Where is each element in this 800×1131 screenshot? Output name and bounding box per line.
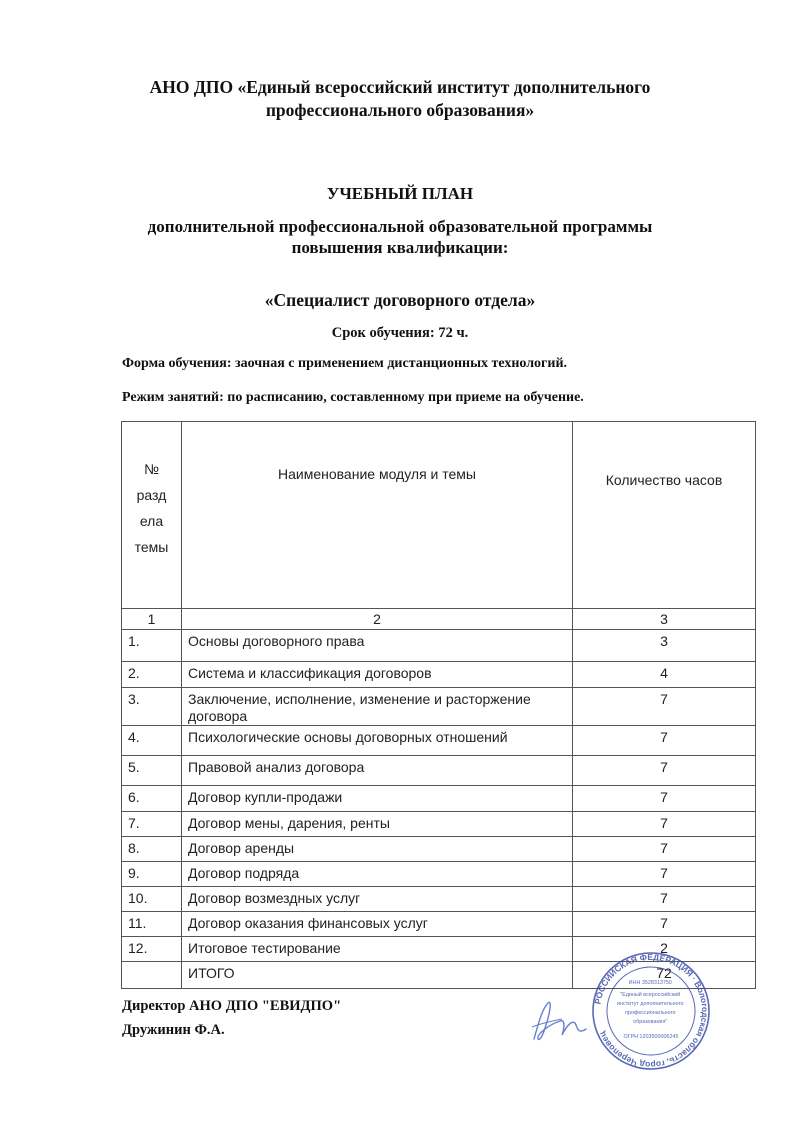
table-row	[122, 862, 756, 887]
stamp-line: институт дополнительного	[617, 1001, 684, 1007]
row-number: 8.	[122, 837, 182, 862]
row-hours: 3	[573, 630, 756, 662]
row-number: 2.	[122, 662, 182, 688]
row-number: 4.	[122, 726, 182, 756]
column-number: 2	[182, 609, 573, 630]
row-number: 9.	[122, 862, 182, 887]
row-topic: Заключение, исполнение, изменение и расторжение договора	[182, 688, 573, 726]
stamp-outer-text: РОССИЙСКАЯ ФЕДЕРАЦИЯ · Вологодская область, город Череповец	[592, 951, 711, 1071]
stamp-line: "Единый всероссийский	[620, 992, 681, 998]
column-number: 1	[122, 609, 182, 630]
stamp-line: профессионального	[625, 1010, 676, 1016]
organization-title	[0, 76, 800, 122]
total-hours: 72	[573, 962, 756, 989]
document-subtitle	[0, 216, 800, 258]
signature-block	[122, 994, 341, 1042]
table-row	[122, 756, 756, 786]
table-row	[122, 726, 756, 756]
official-stamp	[590, 950, 712, 1072]
row-hours: 2	[573, 937, 756, 962]
stamp-line: образования"	[633, 1019, 668, 1025]
header-module-name: Наименование модуля и темы	[182, 422, 573, 609]
program-name: «Специалист договорного отдела»	[264, 290, 536, 310]
duration-text: Срок обучения: 72 ч.	[331, 325, 469, 341]
row-hours: 7	[573, 812, 756, 837]
table-row	[122, 630, 756, 662]
row-hours: 7	[573, 887, 756, 912]
row-topic: Итоговое тестирование	[182, 937, 573, 962]
row-topic: Договор мены, дарения, ренты	[182, 812, 573, 837]
row-topic: Основы договорного права	[182, 630, 573, 662]
curriculum-table	[121, 421, 756, 989]
table-row	[122, 688, 756, 726]
document-title: УЧЕБНЫЙ ПЛАН	[326, 184, 474, 203]
study-mode-text: Режим занятий: по расписанию, составленному при приеме на обучение.	[122, 390, 584, 405]
table-row	[122, 662, 756, 688]
row-hours: 7	[573, 912, 756, 937]
row-number: 7.	[122, 812, 182, 837]
row-hours: 7	[573, 837, 756, 862]
stamp-ogrn: ОГРН 1203500006245	[623, 1034, 679, 1040]
table-row	[122, 887, 756, 912]
svg-text:ИНН 3528313750 "Единый в	[617, 980, 685, 1040]
row-topic: Система и классификация договоров	[182, 662, 573, 688]
subtitle-line2: повышения квалификации:	[291, 238, 509, 257]
row-hours: 7	[573, 726, 756, 756]
org-title-line1: АНО ДПО «Единый всероссийский институт дополнительного	[149, 77, 651, 97]
table-header-row	[122, 422, 756, 609]
handwritten-signature	[528, 995, 598, 1045]
signer-name: Дружинин Ф.А.	[122, 1022, 225, 1038]
row-topic: Договор аренды	[182, 837, 573, 862]
row-topic: Договор возмездных услуг	[182, 887, 573, 912]
header-hours: Количество часов	[573, 422, 756, 609]
table-row	[122, 837, 756, 862]
stamp-inn: ИНН 3528313750	[628, 980, 672, 986]
row-number: 5.	[122, 756, 182, 786]
table-row	[122, 912, 756, 937]
row-number: 12.	[122, 937, 182, 962]
row-topic: Психологические основы договорных отношений	[182, 726, 573, 756]
row-hours: 7	[573, 786, 756, 812]
row-topic: Договор оказания финансовых услуг	[182, 912, 573, 937]
row-hours: 7	[573, 756, 756, 786]
row-hours: 4	[573, 662, 756, 688]
table-row	[122, 786, 756, 812]
table-row	[122, 812, 756, 837]
row-hours: 7	[573, 688, 756, 726]
column-numbering-row	[122, 609, 756, 630]
row-number: 10.	[122, 887, 182, 912]
header-section-number: № разд ела темы	[122, 422, 182, 609]
row-number: 6.	[122, 786, 182, 812]
study-form-text: Форма обучения: заочная с применением дистанционных технологий.	[122, 356, 568, 371]
org-title-line2: профессионального образования»	[265, 100, 535, 120]
row-number: 11.	[122, 912, 182, 937]
row-topic: Договор подряда	[182, 862, 573, 887]
row-hours: 7	[573, 862, 756, 887]
row-topic: Правовой анализ договора	[182, 756, 573, 786]
row-topic: Договор купли-продажи	[182, 786, 573, 812]
total-number-cell	[122, 962, 182, 989]
total-label: ИТОГО	[182, 962, 573, 989]
column-number: 3	[573, 609, 756, 630]
row-number: 1.	[122, 630, 182, 662]
signer-position: Директор АНО ДПО "ЕВИДПО"	[122, 998, 342, 1014]
row-number: 3.	[122, 688, 182, 726]
subtitle-line1: дополнительной профессиональной образовательной программы	[147, 217, 653, 236]
